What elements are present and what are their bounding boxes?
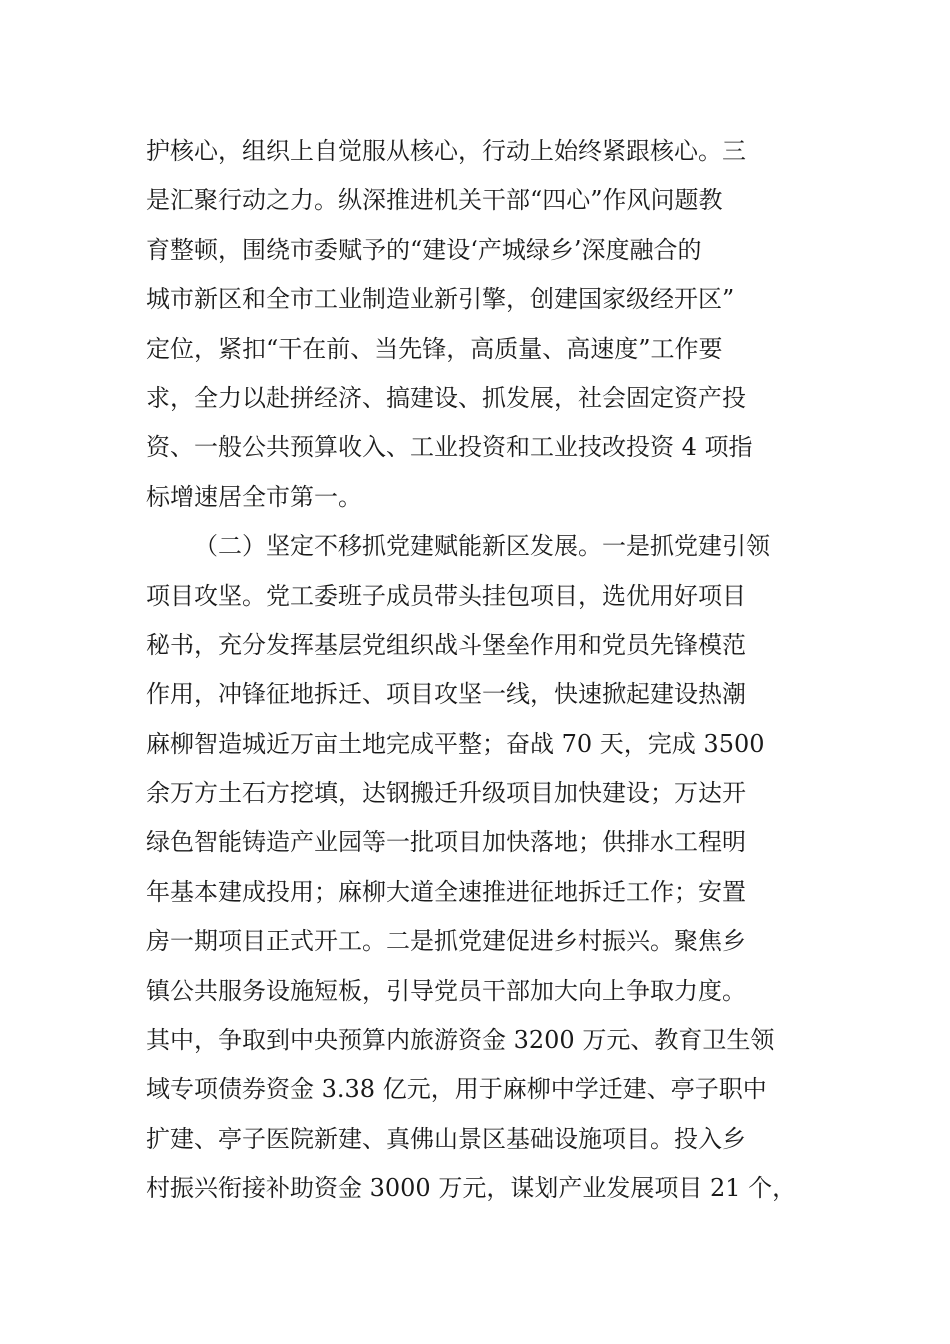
text-line [146, 967, 816, 1016]
text-line [146, 917, 816, 966]
line-text: 年基本建成投用；麻柳大道全速推进征地拆迁工作；安置 [146, 877, 746, 906]
text-line [146, 670, 816, 719]
text-line [146, 818, 816, 867]
text-line [146, 1115, 816, 1164]
line-text: 作用，冲锋征地拆迁、项目攻坚一线，快速掀起建设热潮 [146, 680, 746, 709]
text-line [146, 176, 816, 225]
line-text: 育整顿，围绕市委赋予的“建设‘产城绿乡’深度融合的 [146, 235, 702, 264]
line-text: 扩建、亭子医院新建、真佛山景区基础设施项目。投入乡 [146, 1124, 746, 1153]
text-line [146, 621, 816, 670]
line-text: （二）坚定不移抓党建赋能新区发展。一是抓党建引领 [194, 532, 770, 561]
line-text: 定位，紧扣“干在前、当先锋，高质量、高速度”工作要 [146, 334, 723, 363]
line-text: 项目攻坚。党工委班子成员带头挂包项目，选优用好项目 [146, 581, 746, 610]
text-line [146, 868, 816, 917]
text-line [146, 1016, 816, 1065]
line-text: 镇公共服务设施短板，引导党员干部加大向上争取力度。 [146, 976, 746, 1005]
text-line [146, 127, 816, 176]
line-text: 房一期项目正式开工。二是抓党建促进乡村振兴。聚焦乡 [146, 927, 746, 956]
text-line [146, 1065, 816, 1114]
text-line [146, 325, 816, 374]
line-text: 求，全力以赴拼经济、搞建设、抓发展，社会固定资产投 [146, 383, 746, 412]
text-line [146, 275, 816, 324]
text-line [146, 226, 816, 275]
text-line [146, 423, 816, 472]
line-text: 护核心，组织上自觉服从核心，行动上始终紧跟核心。三 [146, 137, 746, 165]
text-line [146, 374, 816, 423]
text-line [146, 473, 816, 522]
line-text: 标增速居全市第一。 [146, 482, 362, 511]
text-line [146, 572, 816, 621]
line-text: 是汇聚行动之力。纵深推进机关干部“四心”作风问题教 [146, 186, 723, 215]
line-text: 城市新区和全市工业制造业新引擎，创建国家级经开区” [146, 285, 735, 314]
line-text: 余万方土石方挖填，达钢搬迁升级项目加快建设；万达开 [146, 779, 746, 808]
line-text: 秘书，充分发挥基层党组织战斗堡垒作用和党员先锋模范 [146, 630, 746, 659]
paragraph-first-line [146, 522, 816, 571]
text-line [146, 720, 816, 769]
line-text: 绿色智能铸造产业园等一批项目加快落地；供排水工程明 [146, 828, 746, 857]
line-text: 麻柳智造城近万亩土地完成平整；奋战 70 天，完成 3500 [146, 729, 765, 758]
line-text: 其中，争取到中央预算内旅游资金 3200 万元、教育卫生领 [146, 1026, 775, 1055]
text-line [146, 769, 816, 818]
body-text [146, 127, 816, 1214]
line-text: 资、一般公共预算收入、工业投资和工业技改投资 4 项指 [146, 433, 753, 462]
line-text: 村振兴衔接补助资金 3000 万元，谋划产业发展项目 21 个， [146, 1174, 797, 1203]
text-line [146, 1164, 816, 1213]
line-text: 域专项债券资金 3.38 亿元，用于麻柳中学迁建、亭子职中 [146, 1075, 767, 1104]
